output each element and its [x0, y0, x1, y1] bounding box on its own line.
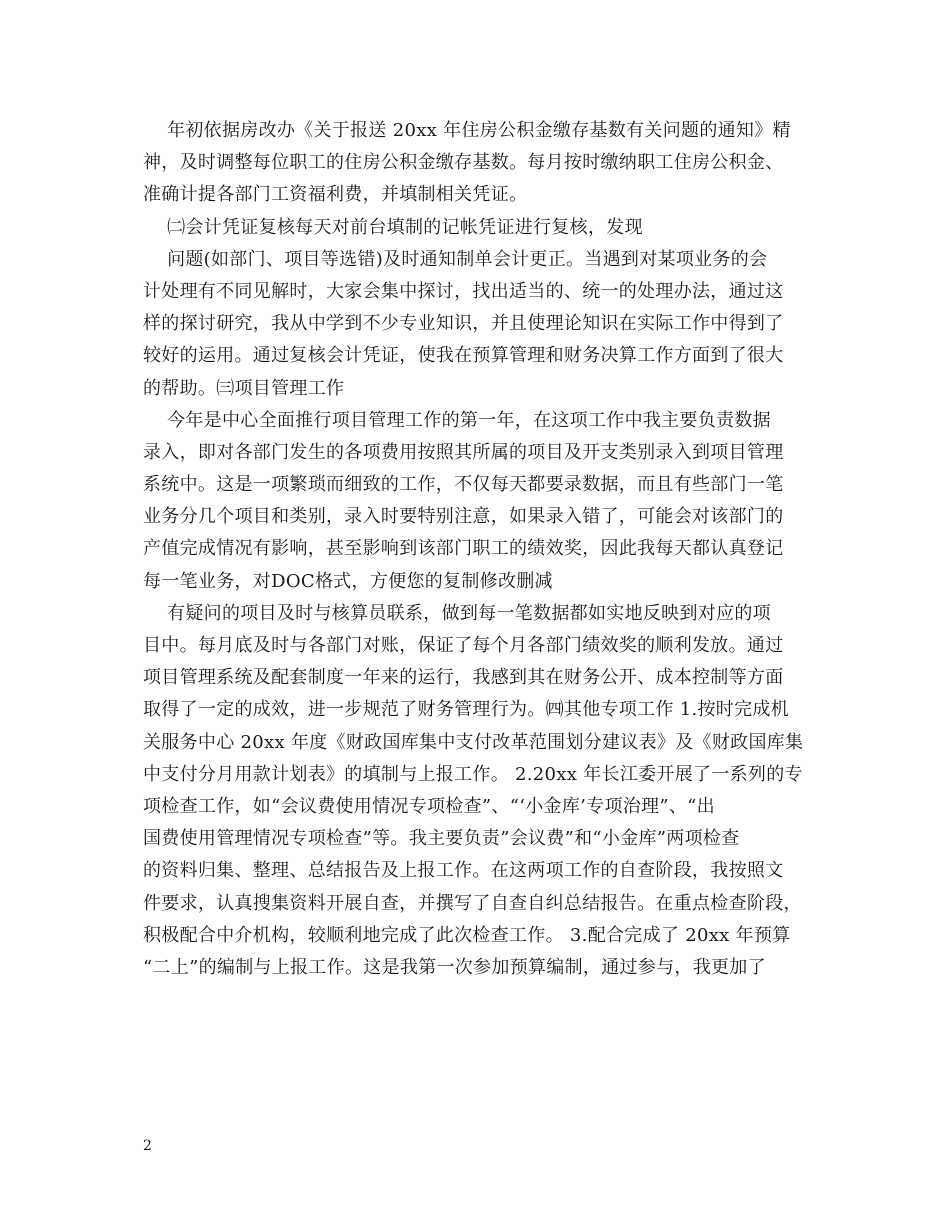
text-line: 国费使用管理情况专项检查”等。我主要负责”会议费”和“小金库”两项检查	[143, 828, 740, 850]
text-line: 的资料归集、整理、总结报告及上报工作。在这两项工作的自查阶段，我按照文	[143, 860, 784, 882]
text-line: 神，及时调整每位职工的住房公积金缴存基数。每月按时缴纳职工住房公积金、	[143, 152, 784, 174]
text-line: “二上”的编制与上报工作。这是我第一次参加预算编制，通过参与，我更加了	[143, 956, 766, 978]
text-line: 系统中。这是一项繁琐而细致的工作，不仅每天都要录数据，而且有些部门一笔	[143, 474, 784, 496]
text-line: 项目管理系统及配套制度一年来的运行，我感到其在财务公开、成本控制等方面	[143, 667, 784, 689]
text-line: 样的探讨研究，我从中学到不少专业知识，并且使理论知识在实际工作中得到了	[143, 313, 784, 335]
text-line: ㈡会计凭证复核每天对前台填制的记帐凭证进行复核，发现	[143, 216, 643, 238]
text-line: 今年是中心全面推行项目管理工作的第一年，在这项工作中我主要负责数据	[143, 409, 771, 431]
text-line: 产值完成情况有影响，甚至影响到该部门职工的绩效奖，因此我每天都认真登记	[143, 538, 784, 560]
text-line: 的帮助。㈢项目管理工作	[143, 377, 345, 399]
text-line: 取得了一定的成效，进一步规范了财务管理行为。㈣其他专项工作 1.按时完成机	[143, 699, 789, 721]
page-number: 2	[143, 1138, 152, 1154]
text-line: 关服务中心 20xx 年度《财政国库集中支付改革范围划分建议表》及《财政国库集	[143, 731, 804, 753]
text-line: 准确计提各部门工资福利费，并填制相关凭证。	[143, 184, 528, 206]
text-line: 年初依据房改办《关于报送 20xx 年住房公积金缴存基数有关问题的通知》精	[143, 120, 791, 141]
text-line: 中支付分月用款计划表》的填制与上报工作。 2.20xx 年长江委开展了一系列的专	[143, 763, 803, 785]
text-line: 有疑问的项目及时与核算员联系，做到每一笔数据都如实地反映到对应的项	[143, 602, 771, 624]
text-line: 件要求，认真搜集资料开展自查，并撰写了自查自纠总结报告。在重点检查阶段，	[143, 892, 802, 914]
text-line: 录入，即对各部门发生的各项费用按照其所属的项目及开支类别录入到项目管理	[143, 441, 784, 463]
text-line: 项检查工作，如“会议费使用情况专项检查”、“‘小金库’专项治理”、“出	[143, 795, 715, 817]
body-text	[143, 115, 823, 984]
text-line: 目中。每月底及时与各部门对账，保证了每个月各部门绩效奖的顺利发放。通过	[143, 635, 784, 656]
text-line: 较好的运用。通过复核会计凭证，使我在预算管理和财务决算工作方面到了很大	[143, 345, 784, 367]
text-line: 计处理有不同见解时，大家会集中探讨，找出适当的、统一的处理办法，通过这	[143, 280, 784, 302]
text-line: 每一笔业务，对DOC格式，方便您的复制修改删减	[143, 570, 553, 592]
text-line: 问题(如部门、项目等选错)及时通知制单会计更正。当遇到对某项业务的会	[143, 248, 768, 270]
text-line: 业务分几个项目和类别，录入时要特别注意，如果录入错了，可能会对该部门的	[143, 506, 784, 528]
text-line: 积极配合中介机构，较顺利地完成了此次检查工作。 3.配合完成了 20xx 年预算	[143, 924, 791, 946]
